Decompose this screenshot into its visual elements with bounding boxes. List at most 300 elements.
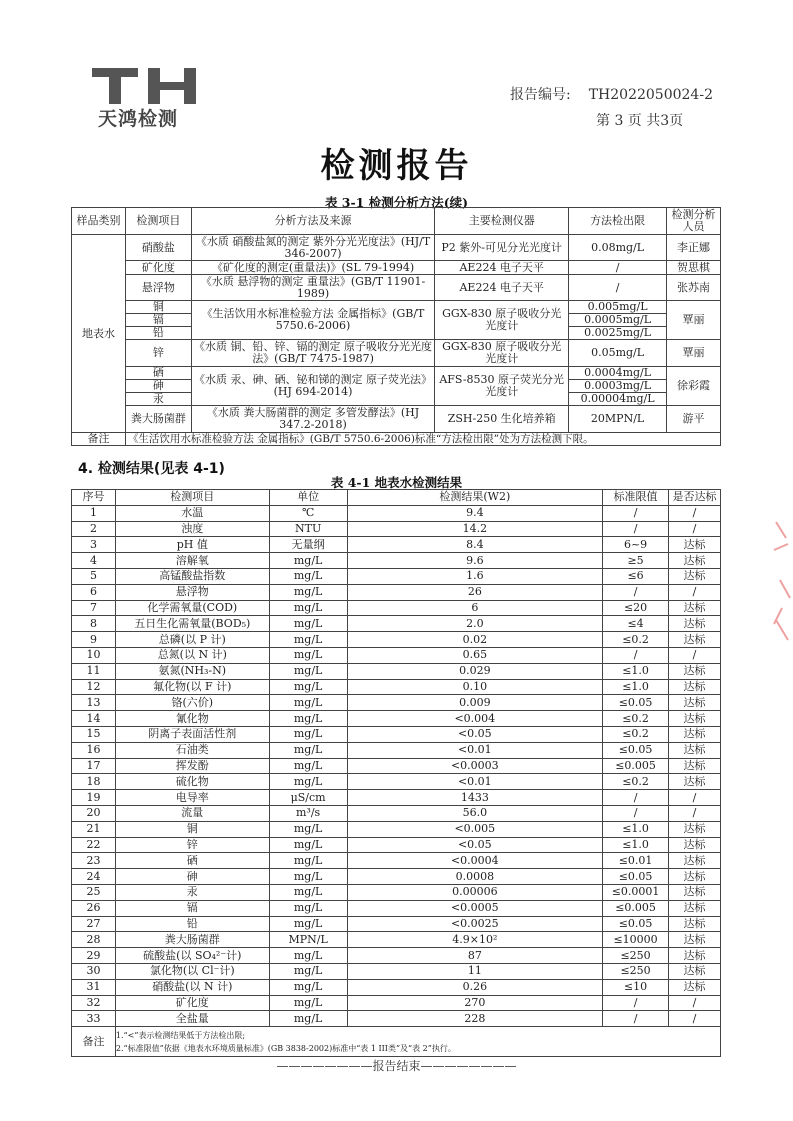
result-limit: ≤250 (603, 963, 669, 979)
result-value: <0.0004 (347, 853, 603, 869)
result-seq: 8 (72, 616, 116, 632)
result-limit: ≤0.0001 (603, 884, 669, 900)
table-row (72, 679, 721, 695)
method-limit: 0.0005mg/L (569, 314, 667, 327)
report-number-label: 报告编号: (510, 87, 571, 103)
result-item: 流量 (115, 805, 269, 821)
result-unit: mg/L (269, 679, 347, 695)
table-row (72, 853, 721, 869)
result-compliance: 达标 (669, 600, 721, 616)
method-source: 《水质 汞、砷、硒、铋和锑的测定 原子荧光法》(HJ 694-2014) (191, 367, 435, 406)
result-limit: ≤0.2 (603, 711, 669, 727)
method-instrument: P2 紫外-可见分光光度计 (435, 235, 569, 261)
result-limit: ≤0.05 (603, 695, 669, 711)
result-seq: 31 (72, 979, 116, 995)
table-row (72, 805, 721, 821)
result-limit: ≤1.0 (603, 837, 669, 853)
result-unit: mg/L (269, 948, 347, 964)
result-value: 9.6 (347, 553, 603, 569)
result-seq: 23 (72, 853, 116, 869)
result-limit: ≤0.05 (603, 869, 669, 885)
result-compliance: 达标 (669, 774, 721, 790)
result-seq: 13 (72, 695, 116, 711)
result-item: 硒 (115, 853, 269, 869)
result-item: 铬(六价) (115, 695, 269, 711)
result-item: 硫酸盐(以 SO₄²⁻计) (115, 948, 269, 964)
header-cell: 检测项目 (115, 490, 269, 506)
result-value: 8.4 (347, 537, 603, 553)
result-compliance: 达标 (669, 963, 721, 979)
table-row (72, 632, 721, 648)
result-seq: 18 (72, 774, 116, 790)
table-4-1-caption: 表 4-1 地表水检测结果 (330, 475, 463, 490)
result-value: <0.01 (347, 774, 603, 790)
result-limit: / (603, 790, 669, 806)
table-row (72, 663, 721, 679)
table-row (72, 995, 721, 1011)
table-row (72, 584, 721, 600)
result-item: pH 值 (115, 537, 269, 553)
result-compliance: 达标 (669, 869, 721, 885)
method-analyst: 覃丽 (667, 340, 721, 367)
result-value: 0.02 (347, 632, 603, 648)
result-unit: mg/L (269, 916, 347, 932)
method-limit: / (569, 275, 667, 301)
result-value: 270 (347, 995, 603, 1011)
result-unit: mg/L (269, 663, 347, 679)
header-cell: 标准限值 (603, 490, 669, 506)
result-compliance: / (669, 647, 721, 663)
result-seq: 22 (72, 837, 116, 853)
table-row (72, 948, 721, 964)
result-seq: 15 (72, 726, 116, 742)
table-row (72, 916, 721, 932)
result-limit: ≤0.05 (603, 742, 669, 758)
result-limit: / (603, 805, 669, 821)
result-item: 高锰酸盐指数 (115, 568, 269, 584)
result-unit: mg/L (269, 726, 347, 742)
method-limit: 0.05mg/L (569, 340, 667, 367)
result-limit: ≤0.01 (603, 853, 669, 869)
result-value: <0.004 (347, 711, 603, 727)
result-compliance: / (669, 805, 721, 821)
result-item: 氟化物(以 F 计) (115, 679, 269, 695)
result-item: 氰化物 (115, 711, 269, 727)
result-limit: ≤1.0 (603, 663, 669, 679)
result-compliance: 达标 (669, 948, 721, 964)
method-limit: 0.005mg/L (569, 301, 667, 314)
method-source: 《水质 硝酸盐氮的测定 紫外分光光度法》(HJ/T 346-2007) (191, 235, 435, 261)
result-item: 锌 (115, 837, 269, 853)
result-seq: 27 (72, 916, 116, 932)
page-title: 检测报告 (320, 146, 473, 186)
method-item: 汞 (125, 393, 191, 406)
result-limit: ≤250 (603, 948, 669, 964)
result-seq: 1 (72, 505, 116, 521)
result-seq: 12 (72, 679, 116, 695)
result-compliance: / (669, 1011, 721, 1027)
result-unit: mg/L (269, 632, 347, 648)
result-seq: 11 (72, 663, 116, 679)
result-compliance: 达标 (669, 726, 721, 742)
table-row (72, 600, 721, 616)
result-unit: mg/L (269, 616, 347, 632)
method-limit: 0.0025mg/L (569, 327, 667, 340)
result-limit: ≤6 (603, 568, 669, 584)
result-compliance: 达标 (669, 821, 721, 837)
result-compliance: 达标 (669, 711, 721, 727)
result-unit: mg/L (269, 869, 347, 885)
result-value: <0.005 (347, 821, 603, 837)
result-unit: mg/L (269, 584, 347, 600)
method-analyst: 徐彩霞 (667, 367, 721, 406)
method-source: 《水质 粪大肠菌群的测定 多管发酵法》(HJ 347.2-2018) (191, 406, 435, 433)
table-row (72, 537, 721, 553)
result-item: 全盐量 (115, 1011, 269, 1027)
method-analyst: 覃丽 (667, 301, 721, 340)
result-item: 总磷(以 P 计) (115, 632, 269, 648)
result-unit: MPN/L (269, 932, 347, 948)
result-limit: / (603, 584, 669, 600)
result-item: 铅 (115, 916, 269, 932)
result-unit: ℃ (269, 505, 347, 521)
result-unit: mg/L (269, 837, 347, 853)
report-number (510, 84, 713, 104)
table-row (72, 521, 721, 537)
method-source: 《水质 铜、铅、锌、镉的测定 原子吸收分光光度法》(GB/T 7475-1987) (191, 340, 435, 367)
method-instrument: GGX-830 原子吸收分光光度计 (435, 301, 569, 340)
report-number-value: TH2022050024-2 (588, 87, 713, 103)
result-compliance: 达标 (669, 742, 721, 758)
method-limit: 0.00004mg/L (569, 393, 667, 406)
result-seq: 3 (72, 537, 116, 553)
result-value: 0.029 (347, 663, 603, 679)
result-limit: ≤0.2 (603, 726, 669, 742)
result-value: <0.01 (347, 742, 603, 758)
result-item: 硫化物 (115, 774, 269, 790)
result-value: 1433 (347, 790, 603, 806)
result-limit: / (603, 995, 669, 1011)
result-item: 浊度 (115, 521, 269, 537)
result-unit: mg/L (269, 979, 347, 995)
result-unit: mg/L (269, 758, 347, 774)
method-item: 硒 (125, 367, 191, 380)
table-row (72, 505, 721, 521)
result-unit: mg/L (269, 1011, 347, 1027)
th-logo-mark (92, 68, 204, 104)
result-unit: mg/L (269, 963, 347, 979)
result-value: 0.0008 (347, 869, 603, 885)
remark-label: 备注 (72, 433, 126, 446)
header-cell: 检测分析人员 (667, 208, 721, 235)
result-compliance: / (669, 521, 721, 537)
method-analyst: 游平 (667, 406, 721, 433)
table-row (72, 758, 721, 774)
table-row (72, 979, 721, 995)
result-compliance: 达标 (669, 695, 721, 711)
result-limit: ≤10000 (603, 932, 669, 948)
method-analyst: 张苏南 (667, 275, 721, 301)
result-seq: 24 (72, 869, 116, 885)
result-item: 悬浮物 (115, 584, 269, 600)
result-limit: / (603, 1011, 669, 1027)
header-cell: 序号 (72, 490, 116, 506)
result-compliance: 达标 (669, 632, 721, 648)
method-source: 《生活饮用水标准检验方法 金属指标》(GB/T 5750.6-2006) (191, 301, 435, 340)
header-cell: 单位 (269, 490, 347, 506)
method-limit: 0.0004mg/L (569, 367, 667, 380)
table-row (72, 568, 721, 584)
result-item: 矿化度 (115, 995, 269, 1011)
result-limit: ≤20 (603, 600, 669, 616)
method-instrument: GGX-830 原子吸收分光光度计 (435, 340, 569, 367)
result-limit: ≤1.0 (603, 679, 669, 695)
method-item: 粪大肠菌群 (125, 406, 191, 433)
header-cell: 是否达标 (669, 490, 721, 506)
result-compliance: / (669, 505, 721, 521)
result-unit: mg/L (269, 568, 347, 584)
result-limit: / (603, 505, 669, 521)
result-value: 2.0 (347, 616, 603, 632)
table-row (72, 821, 721, 837)
report-end: ————————报告结束———————— (276, 1059, 517, 1073)
method-item: 矿化度 (125, 261, 191, 275)
result-unit: μS/cm (269, 790, 347, 806)
table-row (72, 1011, 721, 1027)
result-limit: ≤1.0 (603, 821, 669, 837)
table-row (72, 742, 721, 758)
result-value: 228 (347, 1011, 603, 1027)
result-seq: 4 (72, 553, 116, 569)
section-4-title: 4. 检测结果(见表 4-1) (78, 461, 225, 477)
result-item: 镉 (115, 900, 269, 916)
result-unit: mg/L (269, 900, 347, 916)
table-row (72, 837, 721, 853)
method-item: 铅 (125, 327, 191, 340)
header-cell: 主要检测仪器 (435, 208, 569, 235)
result-value: <0.0025 (347, 916, 603, 932)
method-limit: 20MPN/L (569, 406, 667, 433)
sample-category: 地表水 (72, 235, 126, 433)
table-3-1-caption: 表 3-1 检测分析方法(续) (324, 195, 469, 210)
notes (115, 1027, 720, 1057)
table-row (72, 616, 721, 632)
page-info: 第 3 页 共3页 (596, 113, 684, 129)
result-seq: 32 (72, 995, 116, 1011)
result-seq: 16 (72, 742, 116, 758)
result-unit: m³/s (269, 805, 347, 821)
result-unit: mg/L (269, 553, 347, 569)
method-instrument: AFS-8530 原子荧光分光光度计 (435, 367, 569, 406)
table-row (72, 695, 721, 711)
note-line: 1.“<”表示检测结果低于方法检出限; (115, 1030, 246, 1040)
result-value: 26 (347, 584, 603, 600)
result-seq: 30 (72, 963, 116, 979)
result-limit: ≤0.2 (603, 774, 669, 790)
result-unit: mg/L (269, 600, 347, 616)
header-cell: 分析方法及来源 (191, 208, 435, 235)
result-unit: mg/L (269, 884, 347, 900)
method-instrument: AE224 电子天平 (435, 275, 569, 301)
result-value: 0.26 (347, 979, 603, 995)
result-seq: 28 (72, 932, 116, 948)
result-unit: mg/L (269, 821, 347, 837)
result-unit: mg/L (269, 853, 347, 869)
table-row (72, 774, 721, 790)
result-compliance: 达标 (669, 932, 721, 948)
result-item: 汞 (115, 884, 269, 900)
table-row (72, 963, 721, 979)
result-seq: 5 (72, 568, 116, 584)
result-item: 铜 (115, 821, 269, 837)
table-row (72, 900, 721, 916)
note-line: 2.“标准限值”依据《地表水环境质量标准》(GB 3838-2002)标准中“表 1 III类”及“表 2”执行。 (115, 1043, 456, 1053)
result-limit: ≥5 (603, 553, 669, 569)
result-value: <0.0005 (347, 900, 603, 916)
result-seq: 2 (72, 521, 116, 537)
result-seq: 29 (72, 948, 116, 964)
result-item: 水温 (115, 505, 269, 521)
result-limit: / (603, 647, 669, 663)
result-value: 87 (347, 948, 603, 964)
result-item: 氨氮(NH₃-N) (115, 663, 269, 679)
method-source: 《矿化度的测定(重量法)》(SL 79-1994) (191, 261, 435, 275)
result-seq: 9 (72, 632, 116, 648)
result-compliance: 达标 (669, 616, 721, 632)
result-item: 阴离子表面活性剂 (115, 726, 269, 742)
result-compliance: 达标 (669, 916, 721, 932)
result-item: 总氮(以 N 计) (115, 647, 269, 663)
table-row (72, 790, 721, 806)
result-item: 硝酸盐(以 N 计) (115, 979, 269, 995)
result-value: <0.0003 (347, 758, 603, 774)
result-compliance: / (669, 584, 721, 600)
result-item: 石油类 (115, 742, 269, 758)
result-compliance: 达标 (669, 853, 721, 869)
results-table (71, 489, 721, 1057)
result-item: 砷 (115, 869, 269, 885)
method-item: 砷 (125, 380, 191, 393)
method-limit: / (569, 261, 667, 275)
result-compliance: 达标 (669, 758, 721, 774)
result-item: 溶解氧 (115, 553, 269, 569)
result-compliance: 达标 (669, 663, 721, 679)
note-label: 备注 (72, 1027, 116, 1057)
table-row (72, 932, 721, 948)
result-value: 14.2 (347, 521, 603, 537)
result-unit: NTU (269, 521, 347, 537)
result-seq: 25 (72, 884, 116, 900)
result-value: 4.9×10² (347, 932, 603, 948)
result-seq: 21 (72, 821, 116, 837)
result-seq: 14 (72, 711, 116, 727)
result-item: 氯化物(以 Cl⁻计) (115, 963, 269, 979)
result-compliance: 达标 (669, 884, 721, 900)
result-compliance: / (669, 790, 721, 806)
result-compliance: / (669, 995, 721, 1011)
method-source: 《水质 悬浮物的测定 重量法》(GB/T 11901-1989) (191, 275, 435, 301)
result-limit: ≤0.005 (603, 758, 669, 774)
result-seq: 7 (72, 600, 116, 616)
header-cell: 方法检出限 (569, 208, 667, 235)
seal-stamp-fragment (770, 520, 793, 650)
result-item: 电导率 (115, 790, 269, 806)
result-unit: mg/L (269, 995, 347, 1011)
result-value: 1.6 (347, 568, 603, 584)
result-value: 11 (347, 963, 603, 979)
table-row (72, 869, 721, 885)
method-limit: 0.08mg/L (569, 235, 667, 261)
result-compliance: 达标 (669, 979, 721, 995)
table-row (72, 553, 721, 569)
result-compliance: 达标 (669, 679, 721, 695)
result-unit: 无量纲 (269, 537, 347, 553)
header-cell: 样品类别 (72, 208, 126, 235)
result-compliance: 达标 (669, 553, 721, 569)
result-item: 五日生化需氧量(BOD₅) (115, 616, 269, 632)
logo-text: 天鸿检测 (98, 108, 179, 130)
table-row (72, 711, 721, 727)
method-item: 铜 (125, 301, 191, 314)
header-cell: 检测结果(W2) (347, 490, 603, 506)
result-item: 挥发酚 (115, 758, 269, 774)
method-item: 锌 (125, 340, 191, 367)
method-limit: 0.0003mg/L (569, 380, 667, 393)
result-limit: / (603, 521, 669, 537)
result-item: 化学需氧量(COD) (115, 600, 269, 616)
method-table (71, 207, 721, 446)
result-value: <0.05 (347, 726, 603, 742)
result-unit: mg/L (269, 774, 347, 790)
result-limit: ≤0.05 (603, 916, 669, 932)
result-unit: mg/L (269, 647, 347, 663)
result-limit: ≤10 (603, 979, 669, 995)
result-compliance: 达标 (669, 900, 721, 916)
result-limit: ≤4 (603, 616, 669, 632)
remark-text: 《生活饮用水标准检验方法 金属指标》(GB/T 5750.6-2006)标准“方法检出限”处为方法检测下限。 (125, 433, 720, 446)
result-limit: ≤0.2 (603, 632, 669, 648)
result-seq: 17 (72, 758, 116, 774)
result-value: 0.65 (347, 647, 603, 663)
result-seq: 10 (72, 647, 116, 663)
result-compliance: 达标 (669, 568, 721, 584)
result-seq: 19 (72, 790, 116, 806)
header-cell: 检测项目 (125, 208, 191, 235)
result-seq: 20 (72, 805, 116, 821)
result-seq: 26 (72, 900, 116, 916)
result-value: 9.4 (347, 505, 603, 521)
result-unit: mg/L (269, 742, 347, 758)
method-analyst: 贺思棋 (667, 261, 721, 275)
result-value: <0.05 (347, 837, 603, 853)
method-instrument: AE224 电子天平 (435, 261, 569, 275)
result-limit: 6~9 (603, 537, 669, 553)
result-seq: 6 (72, 584, 116, 600)
method-instrument: ZSH-250 生化培养箱 (435, 406, 569, 433)
result-unit: mg/L (269, 695, 347, 711)
result-value: 0.00006 (347, 884, 603, 900)
result-value: 56.0 (347, 805, 603, 821)
company-logo (92, 68, 212, 128)
result-compliance: 达标 (669, 537, 721, 553)
result-item: 粪大肠菌群 (115, 932, 269, 948)
table-row (72, 884, 721, 900)
method-item: 硝酸盐 (125, 235, 191, 261)
result-limit: ≤0.005 (603, 900, 669, 916)
table-row (72, 647, 721, 663)
method-item: 镉 (125, 314, 191, 327)
result-compliance: 达标 (669, 837, 721, 853)
